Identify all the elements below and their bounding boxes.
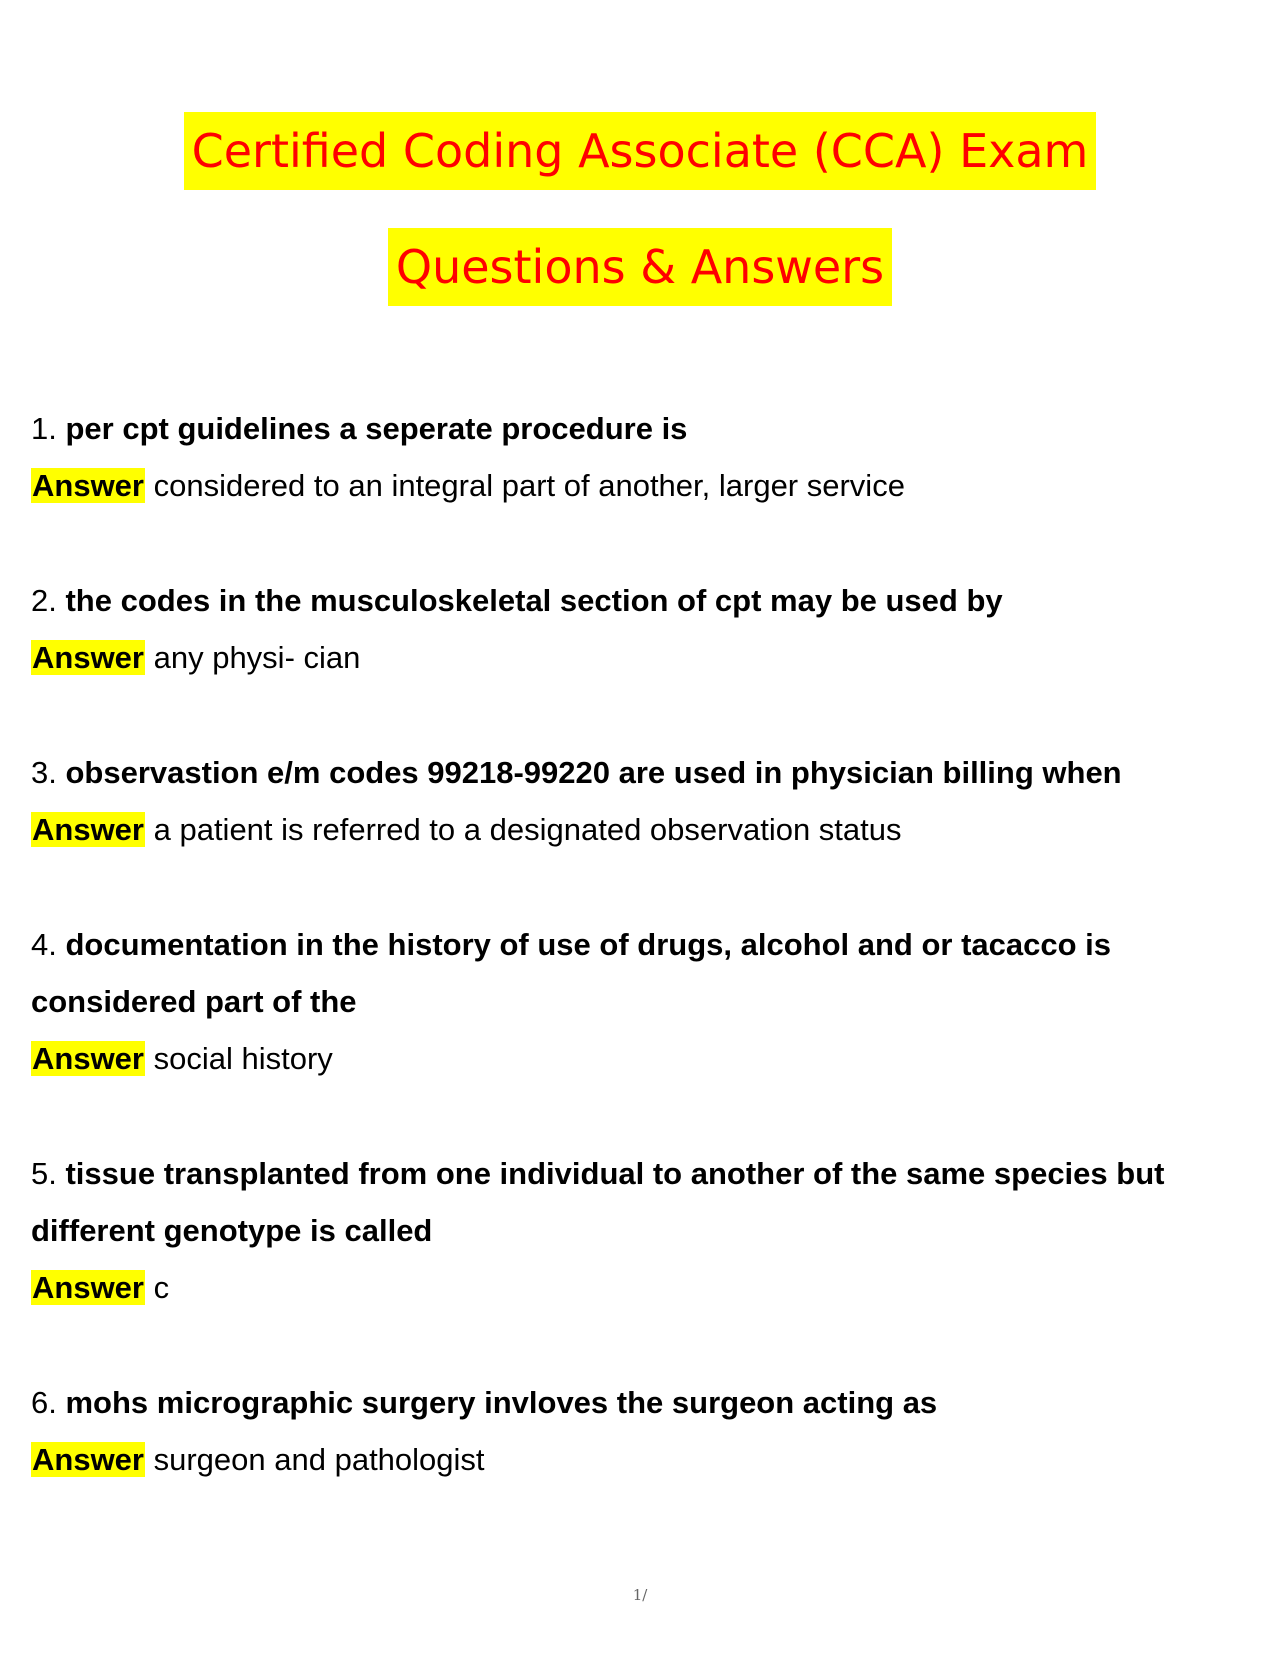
answer-text: a patient is referred to a designated observation status [153,812,902,847]
answer [31,1431,1256,1488]
question-number: 1. [31,411,57,446]
answer-label: Answer [32,640,144,675]
question-text: tissue transplanted from one individual to another of the same species but different genotype is called [31,1156,1165,1248]
answer-text: any physi- cian [153,640,361,675]
question [31,916,1256,1030]
question-text: observastion e/m codes 99218-99220 are used in physician billing when [65,755,1122,790]
question-number: 3. [31,755,57,790]
answer-label: Answer [32,1041,144,1076]
answer [31,629,1256,686]
qa-item [31,400,1256,514]
answer-label: Answer [32,812,144,847]
question-text: mohs micrographic surgery invloves the surgeon acting as [65,1385,938,1420]
question [31,1374,1256,1431]
question-text: the codes in the musculoskeletal section of cpt may be used by [65,583,1003,618]
answer-text: considered to an integral part of another, larger service [153,468,905,503]
title-line-1: Certified Coding Associate (CCA) Exam [184,112,1097,190]
title-line-2: Questions & Answers [388,228,892,306]
question-number: 4. [31,927,57,962]
question [31,1145,1256,1259]
answer-text: surgeon and pathologist [153,1442,485,1477]
answer [31,801,1256,858]
question-number: 5. [31,1156,57,1191]
page-number: 1/ [632,1586,648,1604]
answer [31,457,1256,514]
answer-label: Answer [32,468,144,503]
qa-item [31,1145,1256,1316]
qa-item [31,916,1256,1087]
question [31,400,1256,457]
answer [31,1030,1256,1087]
question-text: documentation in the history of use of drugs, alcohol and or tacacco is considered part of the [31,927,1112,1019]
question-number: 2. [31,583,57,618]
qa-list [31,400,1256,1546]
question [31,572,1256,629]
answer-text: social history [153,1041,333,1076]
question-text: per cpt guidelines a seperate procedure is [65,411,688,446]
question [31,744,1256,801]
answer [31,1259,1256,1316]
question-number: 6. [31,1385,57,1420]
answer-text: c [153,1270,170,1305]
answer-label: Answer [32,1270,144,1305]
answer-label: Answer [32,1442,144,1477]
qa-item [31,572,1256,686]
qa-item [31,744,1256,858]
document-title [0,112,1280,306]
qa-item [31,1374,1256,1488]
